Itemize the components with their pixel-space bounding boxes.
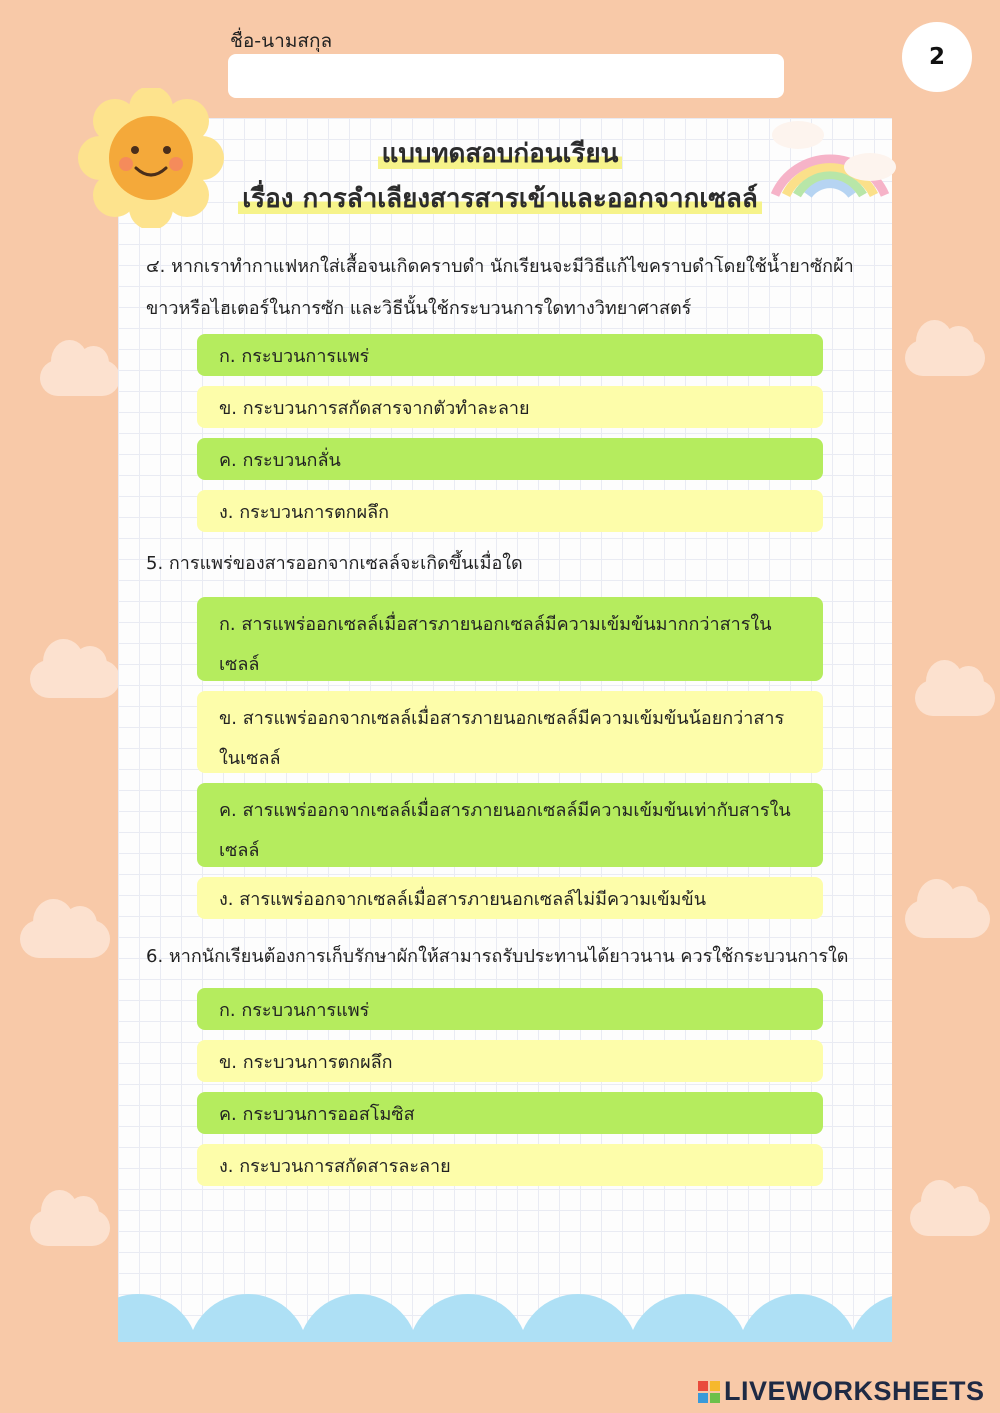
cloud-decoration xyxy=(20,920,110,958)
answer-option[interactable]: ง. กระบวนการสกัดสารละลาย xyxy=(197,1144,823,1186)
answer-option[interactable]: ข. สารแพร่ออกจากเซลล์เมื่อสารภายนอกเซลล์มีความเข้มข้นน้อยกว่าสารในเซลล์ xyxy=(197,691,823,773)
cloud-decoration xyxy=(30,1210,110,1246)
answer-option[interactable]: ง. สารแพร่ออกจากเซลล์เมื่อสารภายนอกเซลล์ไม่มีความเข้มข้น xyxy=(197,877,823,919)
brand-name: LIVEWORKSHEETS xyxy=(724,1376,985,1406)
answer-option[interactable]: ก. กระบวนการแพร่ xyxy=(197,334,823,376)
worksheet-title xyxy=(0,133,1000,174)
name-input[interactable] xyxy=(228,54,784,98)
answer-option[interactable]: ค. กระบวนกลั่น xyxy=(197,438,823,480)
cloud-decoration xyxy=(40,360,120,396)
name-label: ชื่อ-นามสกุล xyxy=(230,30,333,52)
liveworksheets-logo xyxy=(698,1376,985,1407)
liveworksheets-mark-icon xyxy=(698,1381,720,1403)
answer-option[interactable]: ข. กระบวนการสกัดสารจากตัวทำละลาย xyxy=(197,386,823,428)
answer-option[interactable]: ก. สารแพร่ออกเซลล์เมื่อสารภายนอกเซลล์มีความเข้มข้นมากกว่าสารในเซลล์ xyxy=(197,597,823,681)
question-text: 6. หากนักเรียนต้องการเก็บรักษาผักให้สามารถรับประทานได้ยาวนาน ควรใช้กระบวนการใด xyxy=(146,946,849,967)
answer-option[interactable]: ก. กระบวนการแพร่ xyxy=(197,988,823,1030)
worksheet-subtitle xyxy=(0,178,1000,219)
title-line-1: แบบทดสอบก่อนเรียน xyxy=(378,139,623,169)
question-text: ๔. หากเราทำกาแฟหกใส่เสื้อจนเกิดคราบดำ นักเรียนจะมีวิธีแก้ไขคราบดำโดยใช้น้ำยาซักผ้าขาวหรือไฮเตอร์ในการซัก และวิธีนั้นใช้กระบวนการใดทางวิทยาศาสตร์ xyxy=(146,256,854,319)
wave-decoration xyxy=(118,1282,892,1342)
answer-option[interactable]: ง. กระบวนการตกผลึก xyxy=(197,490,823,532)
answer-option[interactable]: ข. กระบวนการตกผลึก xyxy=(197,1040,823,1082)
page-number-badge: 2 xyxy=(902,22,972,92)
cloud-decoration xyxy=(30,660,120,698)
answer-option[interactable]: ค. สารแพร่ออกจากเซลล์เมื่อสารภายนอกเซลล์มีความเข้มข้นเท่ากับสารในเซลล์ xyxy=(197,783,823,867)
cloud-decoration xyxy=(910,1200,990,1236)
cloud-decoration xyxy=(905,340,985,376)
cloud-decoration xyxy=(905,900,990,938)
answer-option[interactable]: ค. กระบวนการออสโมซิส xyxy=(197,1092,823,1134)
cloud-decoration xyxy=(915,680,995,716)
question-text: 5. การแพร่ของสารออกจากเซลล์จะเกิดขึ้นเมื่อใด xyxy=(146,553,523,574)
title-line-2: เรื่อง การลำเลียงสารสารเข้าและออกจากเซลล์ xyxy=(238,184,762,214)
